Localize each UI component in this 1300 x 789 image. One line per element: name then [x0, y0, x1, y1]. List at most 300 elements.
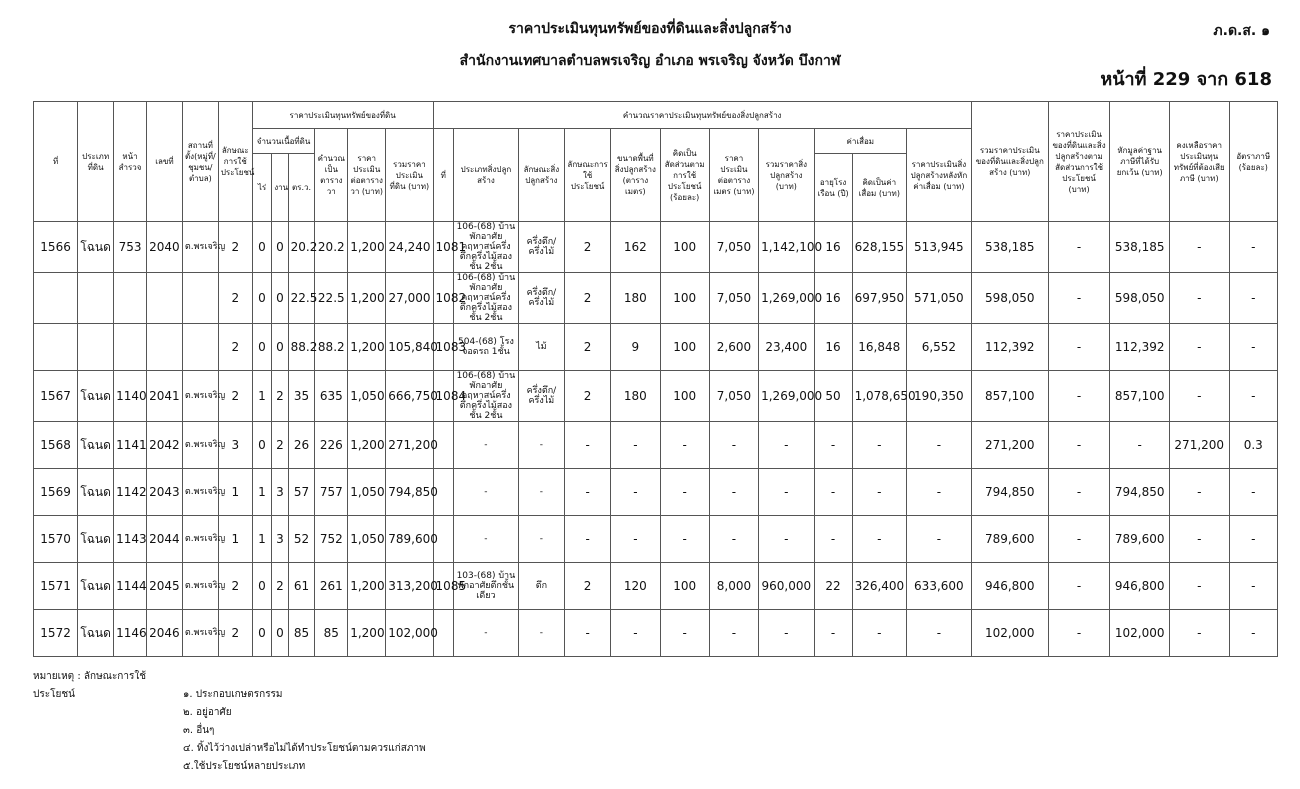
table-cell: 2	[565, 273, 611, 324]
table-cell: 2	[565, 324, 611, 371]
col-calc-sqwa: คำนวณเป็นตารางวา	[315, 129, 348, 222]
table-cell: -	[660, 422, 709, 469]
table-cell: -	[1169, 371, 1229, 422]
table-cell: โฉนด	[78, 222, 114, 273]
col-wa: ตร.ว.	[288, 154, 315, 222]
table-cell: 1567	[34, 371, 78, 422]
table-cell: 9	[611, 324, 660, 371]
table-cell: 1,269,000	[759, 273, 814, 324]
table-cell: 2	[218, 324, 252, 371]
table-cell: -	[1229, 324, 1277, 371]
table-cell: 2	[565, 222, 611, 273]
table-row	[34, 324, 1278, 371]
table-row	[34, 371, 1278, 422]
table-cell: 2	[218, 371, 252, 422]
table-cell: -	[660, 516, 709, 563]
table-cell: 2	[218, 610, 252, 657]
col-exemption: หักมูลค่าฐานภาษีที่ได้รับยกเว้น (บาท)	[1110, 102, 1170, 222]
col-rai: ไร่	[252, 154, 272, 222]
col-total-land: รวมราคาประเมินที่ดิน (บาท)	[386, 129, 433, 222]
table-cell: 794,850	[971, 469, 1048, 516]
table-cell: 1	[218, 469, 252, 516]
table-cell: ตึก	[518, 563, 564, 610]
table-cell: 2042	[146, 422, 182, 469]
table-cell: -	[1169, 516, 1229, 563]
assessment-table	[33, 101, 1278, 657]
table-cell: 1571	[34, 563, 78, 610]
table-cell: -	[1229, 563, 1277, 610]
table-cell: -	[1048, 516, 1110, 563]
table-cell: 26	[288, 422, 315, 469]
table-cell: 0.3	[1229, 422, 1277, 469]
table-cell: 753	[114, 222, 147, 273]
page-number: หน้าที่ 229 จาก 618	[1100, 69, 1272, 90]
table-cell: 7,050	[709, 222, 758, 273]
col-by-usage: ราคาประเมินของที่ดินและสิ่งปลูกสร้างตามสัดส่วนการใช้ประโยชน์ (บาท)	[1048, 102, 1110, 222]
table-cell	[78, 273, 114, 324]
table-cell: โฉนด	[78, 469, 114, 516]
table-cell	[114, 273, 147, 324]
table-cell: 857,100	[1110, 371, 1170, 422]
table-cell: 0	[272, 610, 288, 657]
table-cell	[182, 324, 218, 371]
table-cell: 697,950	[852, 273, 906, 324]
col-survey-page: หน้าสำรวจ	[114, 102, 147, 222]
table-cell: 20.2	[315, 222, 348, 273]
table-cell: -	[852, 422, 906, 469]
table-cell: -	[660, 610, 709, 657]
col-b-usage: ลักษณะการใช้ประโยชน์	[565, 129, 611, 222]
col-no: ที่	[34, 102, 78, 222]
col-dep-amount: คิดเป็นค่าเสื่อม (บาท)	[852, 154, 906, 222]
table-cell: -	[660, 469, 709, 516]
table-cell: -	[852, 516, 906, 563]
table-cell: -	[814, 610, 852, 657]
table-row	[34, 273, 1278, 324]
table-cell: 100	[660, 222, 709, 273]
table-cell: 538,185	[971, 222, 1048, 273]
table-cell: -	[1169, 324, 1229, 371]
table-cell: 50	[814, 371, 852, 422]
table-row	[34, 222, 1278, 273]
note-item: ๔. ทิ้งไว้ว่างเปล่าหรือไม่ได้ทำประโยชน์ตามควรแก่สภาพ	[183, 743, 426, 754]
table-cell	[34, 273, 78, 324]
table-cell: 857,100	[971, 371, 1048, 422]
table-cell: 1568	[34, 422, 78, 469]
table-cell: 1,050	[348, 469, 386, 516]
table-cell: ต.พรเจริญ	[182, 516, 218, 563]
table-cell: 0	[252, 324, 272, 371]
table-cell: 3	[272, 516, 288, 563]
table-cell: -	[759, 422, 814, 469]
table-row	[34, 422, 1278, 469]
table-cell: 1	[252, 469, 272, 516]
table-cell: ครึ่งตึก/ครึ่งไม้	[518, 371, 564, 422]
table-cell: 0	[252, 422, 272, 469]
table-cell: 2044	[146, 516, 182, 563]
table-cell: 1084	[433, 371, 454, 422]
group-building: คำนวณราคาประเมินทุนทรัพย์ของสิ่งปลูกสร้าง	[433, 102, 971, 129]
table-cell	[146, 324, 182, 371]
col-deed-type: ประเภทที่ดิน	[78, 102, 114, 222]
table-cell: 100	[660, 371, 709, 422]
table-cell: -	[709, 469, 758, 516]
col-b-type: ประเภทสิ่งปลูกสร้าง	[454, 129, 519, 222]
table-cell: -	[611, 422, 660, 469]
table-cell: -	[1169, 610, 1229, 657]
table-cell: 1144	[114, 563, 147, 610]
table-cell	[78, 324, 114, 371]
table-cell: -	[1229, 516, 1277, 563]
table-cell: 633,600	[907, 563, 972, 610]
table-cell: -	[565, 516, 611, 563]
table-cell: 22.5	[315, 273, 348, 324]
table-cell: -	[709, 422, 758, 469]
table-cell: 85	[315, 610, 348, 657]
table-cell: 0	[272, 222, 288, 273]
col-price-sqwa: ราคาประเมินต่อตารางวา (บาท)	[348, 129, 386, 222]
table-cell: 1,050	[348, 371, 386, 422]
table-cell: -	[907, 610, 972, 657]
col-ngan: งาน	[272, 154, 288, 222]
table-cell: 85	[288, 610, 315, 657]
table-cell: -	[454, 516, 519, 563]
table-cell: 180	[611, 371, 660, 422]
table-cell: 24,240	[386, 222, 433, 273]
table-cell: 1	[252, 516, 272, 563]
table-cell: -	[1048, 469, 1110, 516]
table-cell: 789,600	[386, 516, 433, 563]
table-cell: 27,000	[386, 273, 433, 324]
table-cell: -	[565, 469, 611, 516]
table-cell: 103-(68) บ้านพักอาศัยตึกชั้นเดียว	[454, 563, 519, 610]
table-cell: 789,600	[971, 516, 1048, 563]
table-row	[34, 610, 1278, 657]
table-cell: -	[1048, 422, 1110, 469]
table-cell: -	[1229, 371, 1277, 422]
table-cell: 271,200	[1169, 422, 1229, 469]
table-cell: 20.2	[288, 222, 315, 273]
table-cell: 1,200	[348, 563, 386, 610]
table-cell: 313,200	[386, 563, 433, 610]
table-cell: 1,200	[348, 610, 386, 657]
table-cell: 8,000	[709, 563, 758, 610]
table-cell: 1	[218, 516, 252, 563]
table-cell: 571,050	[907, 273, 972, 324]
table-cell: 1142	[114, 469, 147, 516]
table-cell: 52	[288, 516, 315, 563]
table-cell: 794,850	[1110, 469, 1170, 516]
table-cell: -	[518, 516, 564, 563]
office-subtitle: สำนักงานเทศบาลตำบลพรเจริญ อำเภอ พรเจริญ จังหวัด บึงกาฬ	[459, 53, 841, 69]
table-cell: -	[1169, 563, 1229, 610]
table-cell: 789,600	[1110, 516, 1170, 563]
document-title: ราคาประเมินทุนทรัพย์ของที่ดินและสิ่งปลูกสร้าง	[508, 21, 792, 37]
table-cell: 16	[814, 324, 852, 371]
group-depreciation: ค่าเสื่อม	[814, 129, 906, 154]
table-cell: 0	[272, 273, 288, 324]
table-cell: 1,050	[348, 516, 386, 563]
table-cell: 2	[218, 563, 252, 610]
table-cell: 1569	[34, 469, 78, 516]
table-body	[34, 222, 1278, 657]
table-cell: 3	[272, 469, 288, 516]
table-cell: 271,200	[386, 422, 433, 469]
table-cell: -	[1048, 324, 1110, 371]
col-b-price-sqm: ราคาประเมินต่อตารางเมตร (บาท)	[709, 129, 758, 222]
table-cell: -	[611, 516, 660, 563]
col-b-area: ขนาดพื้นที่สิ่งปลูกสร้าง (ตารางเมตร)	[611, 129, 660, 222]
table-cell: 538,185	[1110, 222, 1170, 273]
col-age: อายุโรงเรือน (ปี)	[814, 154, 852, 222]
table-cell: 88.2	[288, 324, 315, 371]
table-cell: 106-(68) บ้านพักอาศัยคฤหาสน์ครึ่งตึกครึ่งไม้สองชั้น 2ชั้น	[454, 273, 519, 324]
table-cell: 3	[218, 422, 252, 469]
table-cell: 2	[272, 563, 288, 610]
table-cell: 16	[814, 273, 852, 324]
table-cell: 100	[660, 563, 709, 610]
table-cell: ต.พรเจริญ	[182, 610, 218, 657]
table-cell: 0	[272, 324, 288, 371]
table-cell: 35	[288, 371, 315, 422]
table-cell: -	[1048, 273, 1110, 324]
col-b-nature: ลักษณะสิ่งปลูกสร้าง	[518, 129, 564, 222]
table-cell: 162	[611, 222, 660, 273]
note-item: ๓. อื่นๆ	[183, 725, 215, 736]
table-cell: 628,155	[852, 222, 906, 273]
table-cell: -	[1169, 273, 1229, 324]
group-land: ราคาประเมินทุนทรัพย์ของที่ดิน	[252, 102, 433, 129]
table-cell: 88.2	[315, 324, 348, 371]
col-number: เลขที่	[146, 102, 182, 222]
col-tax-rate: อัตราภาษี (ร้อยละ)	[1229, 102, 1277, 222]
table-cell: 0	[252, 610, 272, 657]
table-cell: 2	[272, 422, 288, 469]
table-cell: 326,400	[852, 563, 906, 610]
table-cell: -	[852, 469, 906, 516]
table-cell: 2040	[146, 222, 182, 273]
table-cell: 2041	[146, 371, 182, 422]
table-cell: ต.พรเจริญ	[182, 469, 218, 516]
table-cell: 57	[288, 469, 315, 516]
table-cell: 7,050	[709, 273, 758, 324]
table-cell: -	[518, 610, 564, 657]
table-cell: 23,400	[759, 324, 814, 371]
table-cell: 1146	[114, 610, 147, 657]
table-cell: -	[907, 422, 972, 469]
table-cell: 1,200	[348, 324, 386, 371]
table-cell: 2	[565, 563, 611, 610]
table-cell: 1,269,000	[759, 371, 814, 422]
table-cell: 102,000	[971, 610, 1048, 657]
form-code: ภ.ด.ส. ๑	[1213, 23, 1270, 39]
table-cell: -	[1169, 222, 1229, 273]
table-cell: 794,850	[386, 469, 433, 516]
table-cell: 0	[252, 273, 272, 324]
table-cell: -	[709, 516, 758, 563]
table-cell: 635	[315, 371, 348, 422]
table-cell: 105,840	[386, 324, 433, 371]
col-usage: ลักษณะการใช้ประโยชน์	[218, 102, 252, 222]
table-cell: -	[611, 469, 660, 516]
table-cell: -	[454, 422, 519, 469]
table-cell: โฉนด	[78, 422, 114, 469]
table-cell: 946,800	[971, 563, 1048, 610]
table-cell: 752	[315, 516, 348, 563]
table-cell	[34, 324, 78, 371]
table-cell: -	[1229, 273, 1277, 324]
table-cell: -	[518, 469, 564, 516]
table-cell: โฉนด	[78, 610, 114, 657]
table-cell: 100	[660, 273, 709, 324]
table-cell: 190,350	[907, 371, 972, 422]
note-item: ๒. อยู่อาศัย	[183, 707, 232, 718]
table-cell: โฉนด	[78, 563, 114, 610]
col-location: สถานที่ตั้ง(หมู่ที่/ชุมชน/ตำบล)	[182, 102, 218, 222]
table-cell: 1141	[114, 422, 147, 469]
table-cell: -	[814, 516, 852, 563]
table-cell: -	[611, 610, 660, 657]
table-cell: -	[814, 469, 852, 516]
table-cell: 2	[218, 273, 252, 324]
table-cell: 1572	[34, 610, 78, 657]
table-cell: -	[759, 610, 814, 657]
table-cell: -	[1169, 469, 1229, 516]
table-cell: 6,552	[907, 324, 972, 371]
table-cell: -	[1110, 422, 1170, 469]
table-cell: 1143	[114, 516, 147, 563]
header-row-1	[34, 102, 1278, 129]
table-cell: 2	[218, 222, 252, 273]
table-cell: ต.พรเจริญ	[182, 371, 218, 422]
table-cell	[182, 273, 218, 324]
table-row	[34, 469, 1278, 516]
table-cell: 226	[315, 422, 348, 469]
table-cell: 16	[814, 222, 852, 273]
table-cell: 271,200	[971, 422, 1048, 469]
table-cell: 2046	[146, 610, 182, 657]
col-b-share: คิดเป็นสัดส่วนตามการใช้ประโยชน์ (ร้อยละ)	[660, 129, 709, 222]
col-b-total: รวมราคาสิ่งปลูกสร้าง (บาท)	[759, 129, 814, 222]
table-cell: 1083	[433, 324, 454, 371]
table-cell: -	[852, 610, 906, 657]
notes-label: หมายเหตุ : ลักษณะการใช้ประโยชน์	[33, 671, 147, 700]
table-cell: ไม้	[518, 324, 564, 371]
table-cell: 504-(68) โรงจอดรถ 1ชั้น	[454, 324, 519, 371]
table-cell: -	[1229, 469, 1277, 516]
note-item: ๕.ใช้ประโยชน์หลายประเภท	[183, 761, 306, 772]
table-cell: 16,848	[852, 324, 906, 371]
table-cell: 1,142,100	[759, 222, 814, 273]
table-cell: -	[565, 422, 611, 469]
table-cell: 106-(68) บ้านพักอาศัยคฤหาสน์ครึ่งตึกครึ่งไม้สองชั้น 2ชั้น	[454, 371, 519, 422]
table-cell: -	[1048, 371, 1110, 422]
table-cell: -	[454, 610, 519, 657]
table-cell: -	[759, 469, 814, 516]
table-cell: ต.พรเจริญ	[182, 563, 218, 610]
table-cell: 666,750	[386, 371, 433, 422]
table-cell: 2	[565, 371, 611, 422]
table-cell: 1082	[433, 273, 454, 324]
notes-section	[33, 668, 426, 776]
table-cell: 0	[252, 222, 272, 273]
table-cell: -	[759, 516, 814, 563]
table-cell: 1140	[114, 371, 147, 422]
col-grand-total: รวมราคาประเมินของที่ดินและสิ่งปลูกสร้าง (บาท)	[971, 102, 1048, 222]
table-cell: 960,000	[759, 563, 814, 610]
table-cell: 598,050	[1110, 273, 1170, 324]
table-cell: -	[518, 422, 564, 469]
table-cell: 22.5	[288, 273, 315, 324]
table-cell: 112,392	[1110, 324, 1170, 371]
table-cell: -	[1048, 563, 1110, 610]
table-cell: -	[454, 469, 519, 516]
table-cell: 0	[252, 563, 272, 610]
table-cell: 1,200	[348, 422, 386, 469]
table-cell	[146, 273, 182, 324]
table-row	[34, 563, 1278, 610]
table-cell: -	[1229, 222, 1277, 273]
table-cell: 61	[288, 563, 315, 610]
table-cell: 1570	[34, 516, 78, 563]
table-cell: 261	[315, 563, 348, 610]
col-b-no: ที่	[433, 129, 454, 222]
table-cell: ต.พรเจริญ	[182, 222, 218, 273]
table-cell: 22	[814, 563, 852, 610]
group-area: จำนวนเนื้อที่ดิน	[252, 129, 315, 154]
table-cell: 180	[611, 273, 660, 324]
table-row	[34, 516, 1278, 563]
table-cell: 946,800	[1110, 563, 1170, 610]
table-cell: -	[1048, 222, 1110, 273]
table-cell: -	[907, 516, 972, 563]
table-cell: โฉนด	[78, 516, 114, 563]
table-cell: -	[814, 422, 852, 469]
table-cell: 513,945	[907, 222, 972, 273]
table-cell: -	[565, 610, 611, 657]
table-cell: -	[1229, 610, 1277, 657]
table-cell: 1,078,650	[852, 371, 906, 422]
table-cell: 2043	[146, 469, 182, 516]
table-cell: 1	[252, 371, 272, 422]
table-cell: 598,050	[971, 273, 1048, 324]
table-cell: 102,000	[1110, 610, 1170, 657]
table-cell: 102,000	[386, 610, 433, 657]
table-cell: -	[907, 469, 972, 516]
table-cell: -	[1048, 610, 1110, 657]
table-cell: ครึ่งตึก/ครึ่งไม้	[518, 273, 564, 324]
table-cell: 120	[611, 563, 660, 610]
table-cell	[114, 324, 147, 371]
table-cell: 1085	[433, 563, 454, 610]
table-cell: 2,600	[709, 324, 758, 371]
table-cell: ครึ่งตึก/ครึ่งไม้	[518, 222, 564, 273]
table-cell: 1,200	[348, 273, 386, 324]
table-cell: -	[709, 610, 758, 657]
table-cell: 112,392	[971, 324, 1048, 371]
table-cell: โฉนด	[78, 371, 114, 422]
col-b-after-dep: ราคาประเมินสิ่งปลูกสร้างหลังหักค่าเสื่อม (บาท)	[907, 129, 972, 222]
table-cell: 1,200	[348, 222, 386, 273]
table-cell: 2045	[146, 563, 182, 610]
table-cell: 1081	[433, 222, 454, 273]
table-cell: 1566	[34, 222, 78, 273]
table-cell: 757	[315, 469, 348, 516]
table-cell: 106-(68) บ้านพักอาศัยคฤหาสน์ครึ่งตึกครึ่งไม้สองชั้น 2ชั้น	[454, 222, 519, 273]
table-cell: 7,050	[709, 371, 758, 422]
table-cell: ต.พรเจริญ	[182, 422, 218, 469]
table-cell: 100	[660, 324, 709, 371]
